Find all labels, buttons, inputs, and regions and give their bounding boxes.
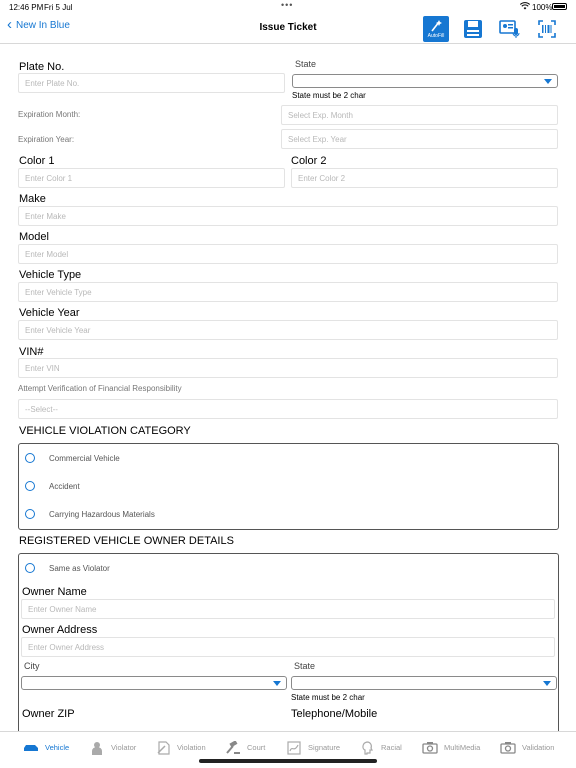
tab-multimedia-label: MultiMedia: [444, 743, 481, 752]
autofill-label: AutoFill: [427, 33, 445, 39]
state-select[interactable]: [292, 74, 558, 88]
owner-state-hint: State must be 2 char: [291, 693, 365, 702]
id-scan-button[interactable]: [497, 16, 523, 42]
tab-vehicle-label: Vehicle: [45, 743, 70, 752]
wifi-icon: [520, 2, 530, 12]
chevron-down-icon: [544, 79, 552, 84]
exp-month-input[interactable]: Select Exp. Month: [281, 105, 558, 125]
profile-icon: [359, 741, 375, 754]
car-icon: [23, 741, 39, 754]
tab-violation-label: Violation: [177, 743, 206, 752]
city-select[interactable]: [21, 676, 287, 690]
autofill-button[interactable]: [423, 16, 449, 42]
state-label: State: [295, 59, 317, 69]
make-label: Make: [19, 193, 46, 205]
same-as-violator-label: Same as Violator: [49, 564, 110, 573]
owner-zip-label: Owner ZIP: [22, 708, 75, 720]
vehicle-type-label: Vehicle Type: [19, 269, 82, 281]
owner-name-input[interactable]: Enter Owner Name: [21, 599, 555, 619]
tab-violation[interactable]: [155, 741, 206, 754]
status-time: 12:46 PM: [9, 3, 44, 12]
exp-year-label: Expiration Year:: [18, 135, 75, 144]
tab-violator-label: Violator: [111, 743, 137, 752]
camera-icon: [422, 741, 438, 754]
vin-input[interactable]: Enter VIN: [18, 358, 558, 378]
accident-radio[interactable]: [25, 481, 35, 491]
battery-percent: 100%: [532, 3, 553, 12]
make-input[interactable]: Enter Make: [18, 206, 558, 226]
owner-address-input[interactable]: Enter Owner Address: [21, 637, 555, 657]
camera-icon: [500, 741, 516, 754]
navigation-bar: [0, 14, 576, 44]
color2-label: Color 2: [291, 155, 327, 167]
tab-court[interactable]: [225, 741, 265, 754]
chevron-down-icon: [543, 681, 551, 686]
color1-input[interactable]: Enter Color 1: [18, 168, 285, 188]
hazardous-materials-label: Carrying Hazardous Materials: [49, 510, 155, 519]
vehicle-year-label: Vehicle Year: [19, 307, 80, 319]
tab-violator[interactable]: [89, 741, 136, 754]
owner-address-label: Owner Address: [22, 624, 98, 636]
same-as-violator-radio[interactable]: [25, 563, 35, 573]
battery-icon: [552, 3, 567, 10]
tab-validation[interactable]: [500, 741, 554, 754]
chevron-down-icon: [273, 681, 281, 686]
color1-label: Color 1: [19, 155, 55, 167]
owner-state-label: State: [294, 661, 316, 671]
tab-racial[interactable]: [359, 741, 402, 754]
model-input[interactable]: Enter Model: [18, 244, 558, 264]
tab-signature[interactable]: [286, 741, 340, 754]
status-bar: [0, 0, 576, 14]
owner-name-label: Owner Name: [22, 586, 87, 598]
person-icon: [89, 741, 105, 754]
commercial-vehicle-radio[interactable]: [25, 453, 35, 463]
violation-category-box: [18, 443, 559, 530]
tab-racial-label: Racial: [381, 743, 402, 752]
barcode-scan-button[interactable]: [534, 16, 560, 42]
page-title: Issue Ticket: [259, 22, 317, 33]
plate-label: Plate No.: [19, 61, 65, 73]
plate-input[interactable]: Enter Plate No.: [18, 73, 285, 93]
tab-vehicle[interactable]: [23, 741, 69, 754]
commercial-vehicle-label: Commercial Vehicle: [49, 454, 120, 463]
color2-input[interactable]: Enter Color 2: [291, 168, 558, 188]
exp-year-input[interactable]: Select Exp. Year: [281, 129, 558, 149]
tab-signature-label: Signature: [308, 743, 341, 752]
financial-responsibility-label: Attempt Verification of Financial Responsibility: [18, 384, 182, 393]
tab-court-label: Court: [247, 743, 266, 752]
multitask-dots[interactable]: •••: [281, 0, 294, 10]
gavel-icon: [225, 741, 241, 754]
telephone-label: Telephone/Mobile: [291, 708, 378, 720]
owner-details-box: [18, 553, 559, 743]
violation-icon: [155, 741, 171, 754]
save-button[interactable]: [460, 16, 486, 42]
owner-details-title: REGISTERED VEHICLE OWNER DETAILS: [19, 535, 234, 547]
vehicle-form: [0, 44, 576, 731]
model-label: Model: [19, 231, 49, 243]
back-label: New In Blue: [16, 20, 70, 31]
tab-validation-label: Validation: [522, 743, 555, 752]
chevron-left-icon: ‹: [7, 15, 12, 33]
vin-label: VIN#: [19, 346, 44, 358]
city-label: City: [24, 661, 40, 671]
barcode-scan-icon: [538, 20, 556, 38]
hazardous-materials-radio[interactable]: [25, 509, 35, 519]
state-hint: State must be 2 char: [292, 91, 366, 100]
accident-label: Accident: [49, 482, 80, 491]
owner-state-select[interactable]: [291, 676, 557, 690]
home-indicator[interactable]: [199, 759, 377, 763]
autofill-wand-icon: [429, 19, 443, 33]
violation-category-title: VEHICLE VIOLATION CATEGORY: [19, 425, 191, 437]
signature-icon: [286, 741, 302, 754]
id-card-mic-icon: [499, 19, 521, 39]
tab-multimedia[interactable]: [422, 741, 480, 754]
financial-responsibility-select[interactable]: --Select--: [18, 399, 558, 419]
status-date: Fri 5 Jul: [44, 3, 73, 12]
vehicle-year-input[interactable]: Enter Vehicle Year: [18, 320, 558, 340]
save-icon: [463, 19, 483, 39]
vehicle-type-input[interactable]: Enter Vehicle Type: [18, 282, 558, 302]
exp-month-label: Expiration Month:: [18, 110, 81, 119]
